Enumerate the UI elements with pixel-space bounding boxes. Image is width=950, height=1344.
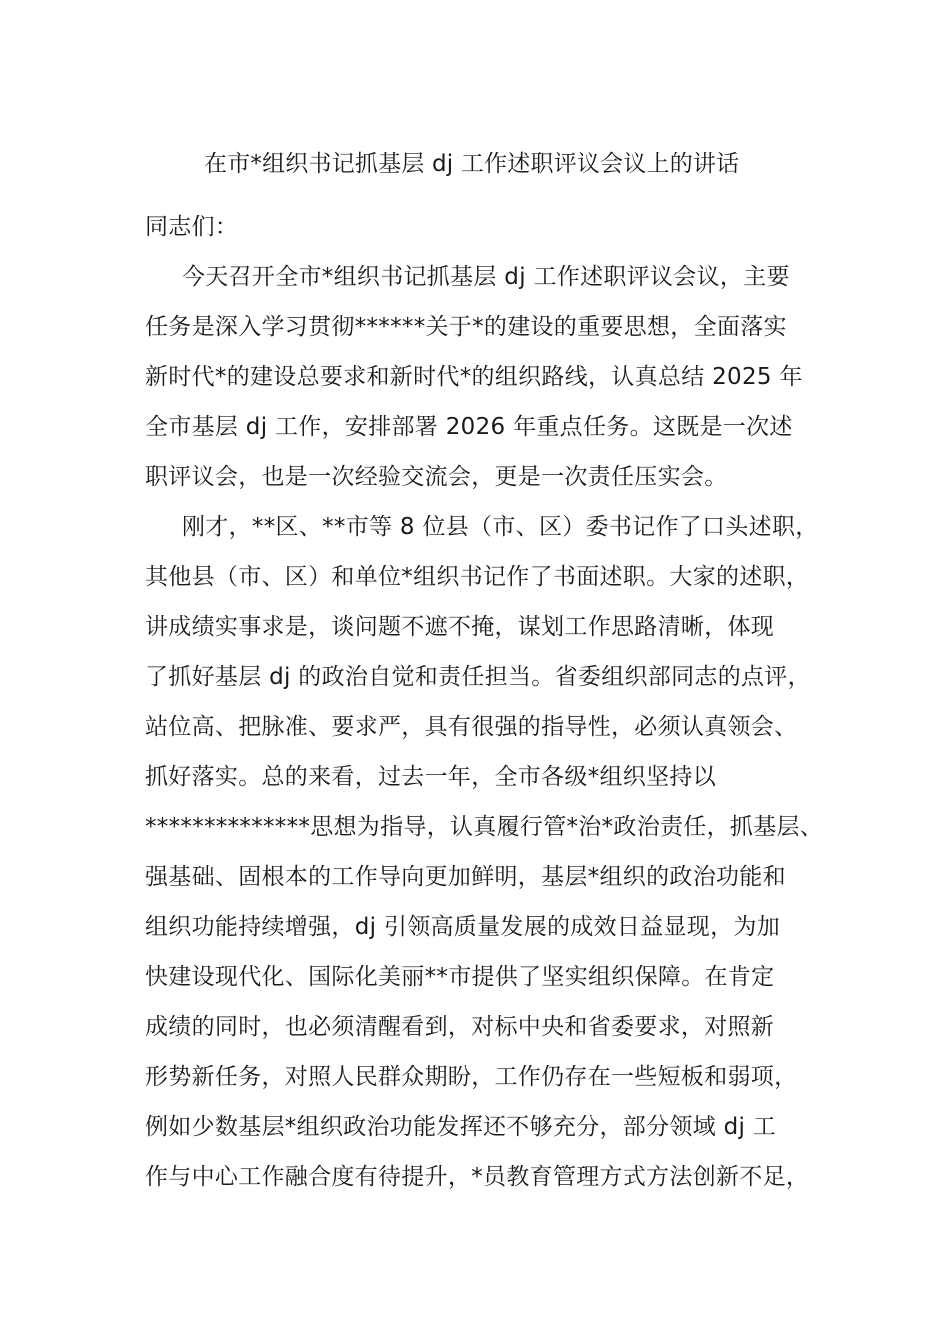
paragraph-line: 站位高、把脉准、要求严，具有很强的指导性，必须认真领会、 bbox=[145, 714, 798, 740]
paragraph-line: 刚才，**区、**市等 8 位县（市、区）委书记作了口头述职， bbox=[182, 514, 819, 540]
paragraph-line: 快建设现代化、国际化美丽**市提供了坚实组织保障。在肯定 bbox=[145, 964, 775, 990]
paragraph-line: 任务是深入学习贯彻******关于*的建设的重要思想，全面落实 bbox=[145, 314, 787, 340]
paragraph-line: 形势新任务，对照人民群众期盼，工作仍存在一些短板和弱项， bbox=[145, 1064, 798, 1090]
paragraph-line: 其他县（市、区）和单位*组织书记作了书面述职。大家的述职， bbox=[145, 564, 810, 590]
paragraph-line: 组织功能持续增强，dj 引领高质量发展的成效日益显现，为加 bbox=[145, 914, 781, 940]
paragraph-line: 今天召开全市*组织书记抓基层 dj 工作述职评议会议，主要 bbox=[182, 264, 790, 290]
paragraph-line: 例如少数基层*组织政治功能发挥还不够充分，部分领域 dj 工 bbox=[145, 1114, 777, 1140]
paragraph-line: 新时代*的建设总要求和新时代*的组织路线，认真总结 2025 年 bbox=[145, 364, 803, 390]
paragraph-line: 作与中心工作融合度有待提升，*员教育管理方式方法创新不足， bbox=[145, 1164, 810, 1190]
paragraph-line: 强基础、固根本的工作导向更加鲜明，基层*组织的政治功能和 bbox=[145, 864, 786, 890]
paragraph-line: 了抓好基层 dj 的政治自觉和责任担当。省委组织部同志的点评， bbox=[145, 664, 811, 690]
paragraph-line: 讲成绩实事求是，谈问题不遮不掩，谋划工作思路清晰，体现 bbox=[145, 614, 775, 640]
paragraph-line: 职评议会，也是一次经验交流会，更是一次责任压实会。 bbox=[145, 464, 728, 490]
document-title: 在市*组织书记抓基层 dj 工作述职评议会议上的讲话 bbox=[204, 151, 740, 177]
paragraph-line: 全市基层 dj 工作，安排部署 2026 年重点任务。这既是一次述 bbox=[145, 414, 793, 440]
salutation: 同志们： bbox=[145, 214, 239, 240]
paragraph-line: **************思想为指导，认真履行管*治*政治责任，抓基层、 bbox=[145, 814, 824, 840]
paragraph-line: 成绩的同时，也必须清醒看到，对标中央和省委要求，对照新 bbox=[145, 1014, 775, 1040]
paragraph-line: 抓好落实。总的来看，过去一年，全市各级*组织坚持以 bbox=[145, 764, 716, 790]
